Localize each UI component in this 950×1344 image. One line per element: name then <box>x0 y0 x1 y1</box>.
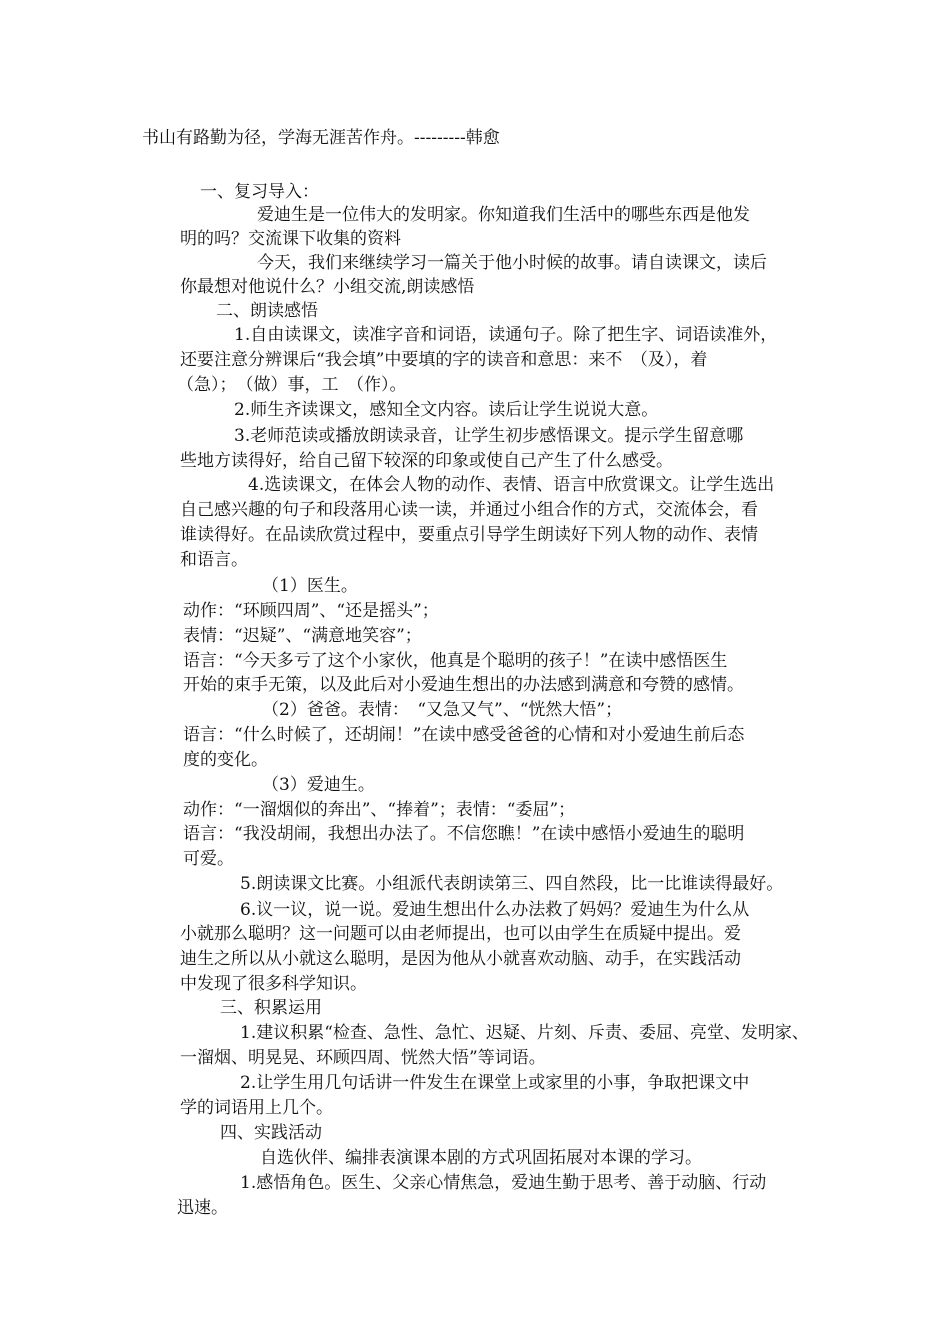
section-3-heading: 三、积累运用 <box>220 998 322 1018</box>
section-2-item-1-line-2: 还要注意分辨课后“我会填”中要填的字的读音和意思：来不 （及），着 <box>180 350 708 370</box>
section-2-item-4-line-3: 谁读得好。在品读欣赏过程中，要重点引导学生朗读好下列人物的动作、表情 <box>180 525 758 545</box>
edison-action: 动作：“一溜烟似的奔出”、“捧着”；表情：“委屈”； <box>183 800 576 820</box>
section-3-item-2-line-1: 2.让学生用几句话讲一件发生在课堂上或家里的小事，争取把课文中 <box>240 1073 750 1093</box>
section-3-item-1-line-2: 一溜烟、明晃晃、环顾四周、恍然大悟”等词语。 <box>180 1048 546 1068</box>
section-2-item-1-line-1: 1.自由读课文，读准字音和词语，读通句子。除了把生字、词语读准外， <box>234 325 778 345</box>
section-2-item-4-line-4: 和语言。 <box>180 550 248 570</box>
section-1-paragraph-2-line-2: 你最想对他说什么？小组交流,朗读感悟 <box>180 277 475 297</box>
section-2-item-6-line-3: 迪生之所以从小就这么聪明，是因为他从小就喜欢动脑、动手，在实践活动 <box>180 949 741 969</box>
section-3-item-1-line-1: 1.建议积累“检查、急性、急忙、迟疑、片刻、斥责、委屈、亮堂、发明家、 <box>240 1023 809 1043</box>
section-3-item-2-line-2: 学的词语用上几个。 <box>180 1098 333 1118</box>
section-2-item-3-line-2: 些地方读得好，给自己留下较深的印象或使自己产生了什么感受。 <box>180 451 673 471</box>
section-2-item-3-line-1: 3.老师范读或播放朗读录音，让学生初步感悟课文。提示学生留意哪 <box>234 426 744 446</box>
section-1-paragraph-2-line-1: 今天，我们来继续学习一篇关于他小时候的故事。请自读课文，读后 <box>257 253 767 273</box>
father-speech-line-2: 度的变化。 <box>183 750 268 770</box>
section-2-item-6-line-2: 小就那么聪明？这一问题可以由老师提出，也可以由学生在质疑中提出。爱 <box>180 924 741 944</box>
edison-speech-line-2: 可爱。 <box>183 849 234 869</box>
edison-speech-line-1: 语言：“我没胡闹，我想出办法了。不信您瞧！”在读中感悟小爱迪生的聪明 <box>183 824 745 844</box>
section-4-heading: 四、实践活动 <box>220 1123 322 1143</box>
edison-title: （3）爱迪生。 <box>262 775 375 795</box>
section-2-item-6-line-4: 中发现了很多科学知识。 <box>180 974 367 994</box>
section-1-paragraph-1-line-1: 爱迪生是一位伟大的发明家。你知道我们生活中的哪些东西是他发 <box>257 205 750 225</box>
section-4-item-1-line-2: 迅速。 <box>177 1198 228 1218</box>
section-2-item-1-line-3: （急）； （做）事，工 （作）。 <box>177 375 407 395</box>
father-speech-line-1: 语言：“什么时候了，还胡闹！”在读中感受爸爸的心情和对小爱迪生前后态 <box>183 725 745 745</box>
father-title: （2）爸爸。表情： “又急又气”、“恍然大悟”； <box>262 700 623 720</box>
section-2-item-5: 5.朗读课文比赛。小组派代表朗读第三、四自然段，比一比谁读得最好。 <box>240 874 784 894</box>
doctor-expression: 表情：“迟疑”、“满意地笑容”； <box>183 626 422 646</box>
section-2-item-4-line-2: 自己感兴趣的句子和段落用心读一读，并通过小组合作的方式，交流体会，看 <box>180 500 758 520</box>
doctor-title: （1）医生。 <box>262 576 358 596</box>
doctor-action: 动作：“环顾四周”、“还是摇头”； <box>183 601 439 621</box>
section-2-item-4-line-1: 4.选读课文，在体会人物的动作、表情、语言中欣赏课文。让学生选出 <box>248 475 775 495</box>
section-1-paragraph-1-line-2: 明的吗？交流课下收集的资料 <box>180 229 401 249</box>
quote-line: 书山有路勤为径，学海无涯苦作舟。---------韩愈 <box>142 128 500 148</box>
section-4-item-1-line-1: 1.感悟角色。医生、父亲心情焦急，爱迪生勤于思考、善于动脑、行动 <box>240 1173 767 1193</box>
section-4-intro: 自选伙伴、编排表演课本剧的方式巩固拓展对本课的学习。 <box>260 1148 702 1168</box>
section-2-heading: 二、朗读感悟 <box>216 301 318 321</box>
doctor-speech-line-2: 开始的束手无策，以及此后对小爱迪生想出的办法感到满意和夸赞的感情。 <box>183 675 744 695</box>
doctor-speech-line-1: 语言：“今天多亏了这个小家伙，他真是个聪明的孩子！”在读中感悟医生 <box>183 651 728 671</box>
section-2-item-2: 2.师生齐读课文，感知全文内容。读后让学生说说大意。 <box>234 400 659 420</box>
section-2-item-6-line-1: 6.议一议，说一说。爱迪生想出什么办法救了妈妈？爱迪生为什么从 <box>240 900 750 920</box>
section-1-heading: 一、复习导入： <box>200 182 319 202</box>
